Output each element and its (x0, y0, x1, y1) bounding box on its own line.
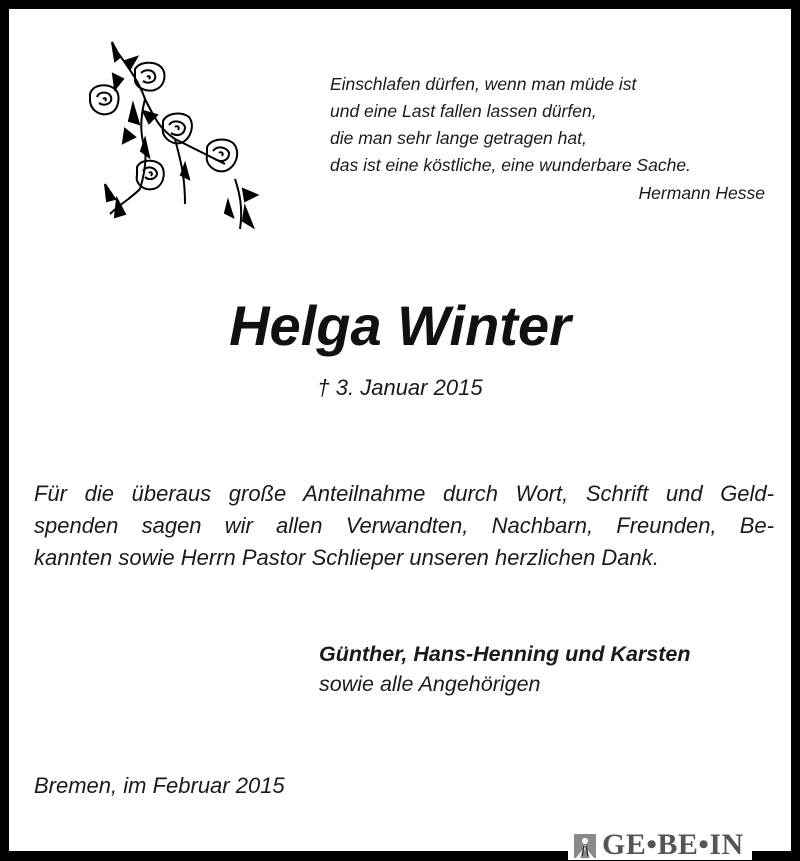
signer-relatives: sowie alle Angehörigen (319, 672, 541, 696)
thanks-line: kannten sowie Herrn Pastor Schlieper unseren herzlichen Dank. (34, 545, 659, 570)
thanks-paragraph (34, 478, 774, 574)
quote-line: Einschlafen dürfen, wenn man müde ist (330, 74, 637, 94)
death-date: † 3. Januar 2015 (317, 375, 483, 400)
signer-names: Günther, Hans-Henning und Karsten (319, 642, 691, 666)
thanks-line: Für die überaus große Anteilnahme durch Wort, Schrift und Geld- (34, 481, 774, 506)
quote-line: und eine Last fallen lassen dürfen, (330, 101, 597, 121)
place-date: Bremen, im Februar 2015 (34, 773, 285, 798)
quote-block (330, 71, 770, 179)
quote-author: Hermann Hesse (638, 183, 765, 203)
obituary-notice (9, 9, 791, 851)
rose-branch-icon (85, 39, 265, 234)
quote-line: die man sehr lange getragen hat, (330, 128, 587, 148)
quote-line: das ist eine köstliche, eine wunderbare Sache. (330, 155, 691, 175)
gebein-logo-text: GE•BE•IN (602, 828, 744, 861)
thanks-line: spenden sagen wir allen Verwandten, Nachbarn, Freunden, Be- (34, 513, 774, 538)
gebein-logo (568, 828, 752, 860)
gebein-logo-icon (574, 834, 596, 858)
deceased-name: Helga Winter (229, 294, 571, 357)
